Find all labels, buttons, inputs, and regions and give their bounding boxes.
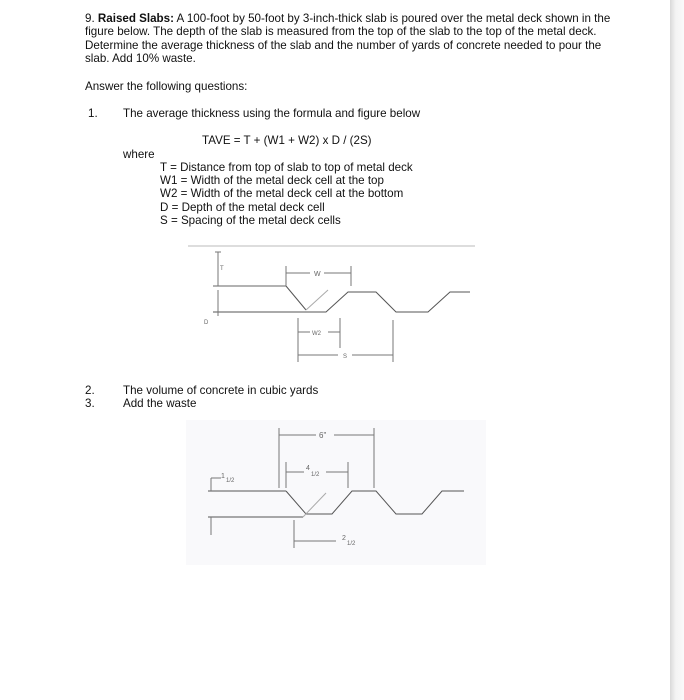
fig2-label-two-half-whole: 2 bbox=[342, 535, 346, 542]
fig1-label-s: S bbox=[343, 354, 348, 360]
problem-statement bbox=[85, 12, 625, 66]
metal-deck-figure-dimensioned bbox=[186, 420, 486, 565]
fig1-label-d: D bbox=[204, 320, 209, 326]
definition-w1: W1 = Width of the metal deck cell at the top bbox=[160, 174, 384, 187]
answer-prompt: Answer the following questions: bbox=[85, 80, 248, 93]
fig1-label-w: W bbox=[314, 271, 321, 278]
definition-w2: W2 = Width of the metal deck cell at the bottom bbox=[160, 187, 404, 200]
problem-number: 9. bbox=[85, 12, 95, 25]
definition-d: D = Depth of the metal deck cell bbox=[160, 201, 325, 214]
definition-s: S = Spacing of the metal deck cells bbox=[160, 214, 341, 227]
formula: TAVE = T + (W1 + W2) x D / (2S) bbox=[202, 134, 372, 147]
page-edge-shadow bbox=[670, 0, 684, 700]
problem-body: A 100-foot by 50-foot by 3-inch-thick slab is poured over the metal deck shown in the figure below. The depth of the slab is measured from the top of the slab to the top of the metal deck. Determine the average thickness of the slab and the number of yards of concrete needed to pour the slab. Add 10% waste. bbox=[85, 12, 611, 66]
fig1-label-t: T bbox=[220, 266, 224, 272]
fig2-label-one-half-frac: 1/2 bbox=[226, 478, 235, 484]
question-3-number: 3. bbox=[85, 397, 95, 410]
question-3-text: Add the waste bbox=[123, 397, 197, 410]
fig2-label-four-half-frac: 1/2 bbox=[311, 472, 320, 478]
fig2-label-one-half-whole: 1 bbox=[221, 473, 225, 480]
fig1-label-w2: W2 bbox=[312, 331, 321, 337]
question-1-text: The average thickness using the formula and figure below bbox=[123, 107, 421, 120]
fig2-label-four-half-whole: 4 bbox=[306, 465, 310, 472]
metal-deck-figure-symbolic bbox=[188, 240, 478, 370]
question-2-text: The volume of concrete in cubic yards bbox=[123, 384, 319, 397]
fig2-label-six: 6" bbox=[319, 431, 327, 440]
fig2-label-two-half-frac: 1/2 bbox=[347, 541, 356, 547]
question-1-number: 1. bbox=[88, 107, 98, 120]
question-2-number: 2. bbox=[85, 384, 95, 397]
definition-t: T = Distance from top of slab to top of metal deck bbox=[160, 161, 413, 174]
where-label: where bbox=[123, 148, 155, 161]
problem-title: Raised Slabs: bbox=[97, 12, 174, 25]
